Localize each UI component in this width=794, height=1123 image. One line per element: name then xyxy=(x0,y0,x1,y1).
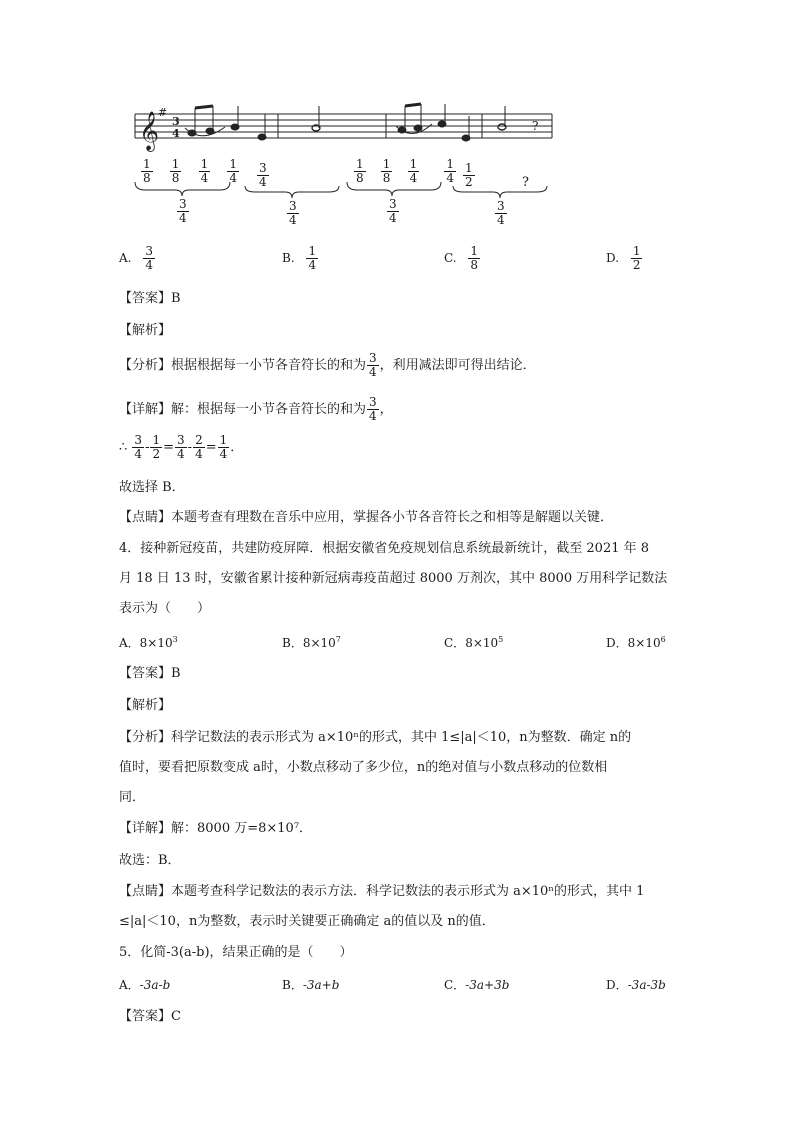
q4-dianjing-line-2: ≤|a|＜10，n为整数，表示时关键要正确确定 a的值以及 n的值． xyxy=(119,914,495,929)
music-group-3-total: $\frac{3}{4}$ xyxy=(389,197,397,225)
q5-option-a: A．-3a-b xyxy=(119,978,171,992)
q3-analysis-head: 【解析】 xyxy=(119,323,172,338)
music-group-2-notes: $\frac{3}{4}$ xyxy=(259,161,267,189)
q4-answer: 【答案】B xyxy=(119,666,181,681)
rest-placeholder: ? xyxy=(532,119,539,133)
music-group-1-notes: $\frac{1}{8}$ $\frac{1}{8}$ $\frac{1}{4}$ $\frac{1}{4}$ xyxy=(143,157,237,185)
q5-answer: 【答案】C xyxy=(119,1009,181,1024)
q4-choose: 故选：B． xyxy=(119,853,181,868)
music-group-4-notes: $\frac{1}{2}$ xyxy=(465,161,473,189)
q3-dianjing: 【点睛】本题考查有理数在音乐中应用，掌握各小节各音符长之和相等是解题以关键． xyxy=(119,510,614,525)
q5-stem: 5．化简-3(a-b)，结果正确的是（ ） xyxy=(119,945,353,960)
q3-calculation: ∴ $\frac{3}{4}$ - $\frac{1}{2}$ = $\frac{3}{4}$ - $\frac{2}{4}$ = $\frac{1}{4}$ ． xyxy=(119,433,244,461)
q3-option-b: B. $\frac{1}{4}$ xyxy=(282,244,317,272)
music-group-4-total: $\frac{3}{4}$ xyxy=(497,199,505,227)
q4-dianjing-line-1: 【点睛】本题考查科学记数法的表示方法．科学记数法的表示形式为 a×10ⁿ的形式，其中 1 xyxy=(119,884,645,899)
q3-option-a: A. $\frac{3}{4}$ xyxy=(119,244,153,272)
q4-option-d: D．$8\times 10^6$ xyxy=(606,635,666,650)
q4-fenxi-line-3: 同． xyxy=(119,790,146,805)
treble-clef-icon: 𝄞 xyxy=(139,111,160,151)
q4-option-b: B．$8\times 10^7$ xyxy=(282,635,341,650)
q3-choose: 故选择 B． xyxy=(119,480,185,495)
time-sig-top: 3 xyxy=(172,115,180,128)
q4-stem-line-3: 表示为（ ） xyxy=(119,601,211,616)
sharp-icon: # xyxy=(158,106,168,119)
q4-stem-line-2: 月 18 日 13 时，安徽省累计接种新冠病毒疫苗超过 8000 万剂次，其中 8000 万用科学记数法 xyxy=(119,571,668,586)
q4-analysis-head: 【解析】 xyxy=(119,698,172,713)
q4-option-a: A．$8\times 10^3$ xyxy=(119,635,178,650)
music-group-1-total: $\frac{3}{4}$ xyxy=(179,197,187,225)
q3-fenxi: 【分析】根据根据每一小节各音符长的和为 $\frac{3}{4}$ ，利用减法即可得出结论． xyxy=(119,351,536,379)
q3-option-c: C. $\frac{1}{8}$ xyxy=(444,244,479,272)
q4-xiangjie: 【详解】解：8000 万=8×10⁷． xyxy=(119,821,313,836)
q4-option-c: C．$8\times 10^5$ xyxy=(444,635,504,650)
music-group-4-unknown: ? xyxy=(522,175,529,190)
q3-xiangjie: 【详解】解：根据每一小节各音符长的和为 $\frac{3}{4}$ ， xyxy=(119,395,393,423)
q4-fenxi-line-2: 值时，要看把原数变成 a时，小数点移动了多少位，n的绝对值与小数点移动的位数相 xyxy=(119,760,608,775)
music-group-3-notes: $\frac{1}{8}$ $\frac{1}{8}$ $\frac{1}{4}$ $\frac{1}{4}$ xyxy=(356,157,454,185)
q5-option-b: B．-3a+b xyxy=(282,978,340,992)
q3-answer: 【答案】B xyxy=(119,291,181,306)
time-sig-bottom: 4 xyxy=(172,127,180,140)
q5-option-d: D．-3a-3b xyxy=(606,978,666,992)
music-group-2-total: $\frac{3}{4}$ xyxy=(289,199,297,227)
q5-option-c: C．-3a+3b xyxy=(444,978,510,992)
q4-stem-line-1: 4．接种新冠疫苗，共建防疫屏障．根据安徽省免疫规划信息系统最新统计，截至 2021 年 8 xyxy=(119,541,650,556)
q4-fenxi-line-1: 【分析】科学记数法的表示形式为 a×10ⁿ的形式，其中 1≤|a|＜10，n为整数．确定 n的 xyxy=(119,730,632,745)
q3-option-d: D. $\frac{1}{2}$ xyxy=(606,244,641,272)
